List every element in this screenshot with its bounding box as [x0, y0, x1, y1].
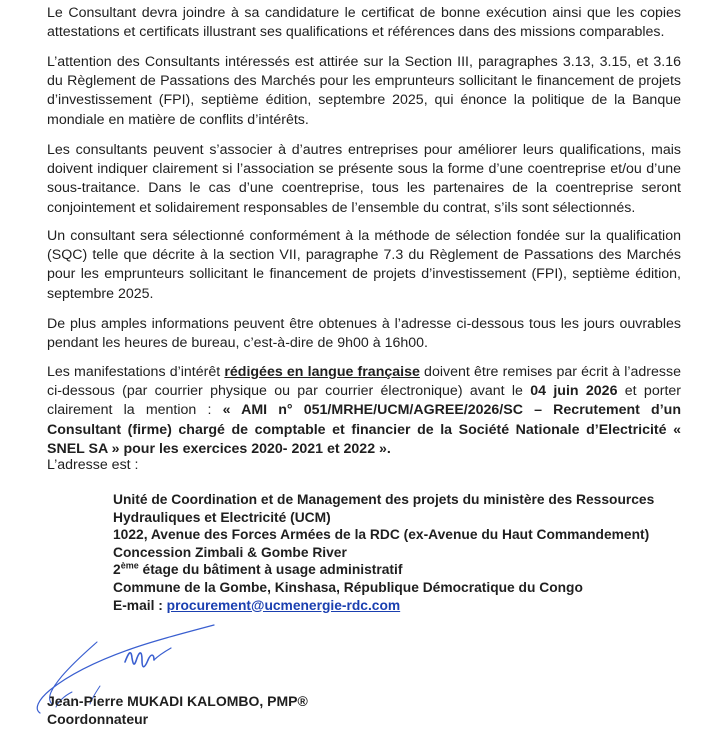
- address-block: [113, 491, 683, 614]
- signatory-title: Coordonnateur: [47, 711, 149, 727]
- paragraph-association: Les consultants peuvent s’associer à d’autres entreprises pour améliorer leurs qualifications, mais doivent indiquer clairement si l’association se présente sous la forme d’une coentreprise et/ou d’une sous-traitance. Dans le cas d’une coentreprise, tous les partenaires de la coentreprise seront conjointement et solidairement responsables de l’ensemble du contrat, s’ils sont sélectionnés.: [47, 142, 681, 216]
- address-intro: L’adresse est :: [47, 457, 139, 473]
- submission-text-1: Les manifestations d’intérêt: [47, 364, 225, 380]
- paragraph-submission: [47, 363, 681, 459]
- email-link[interactable]: procurement@ucmenergie-rdc.com: [166, 597, 401, 613]
- address-line-4: Concession Zimbali & Gombe River: [113, 544, 347, 560]
- email-label: E-mail :: [113, 597, 167, 613]
- mention-reference: « AMI n° 051/MRHE/UCM/AGREE/2026/SC – Recrutement d’un Consultant (firme) chargé de comptable et financier de la Société Nationale d’Electricité « SNEL SA » pour les exercices 2020- 2021 et 2022 ».: [47, 402, 681, 457]
- address-line-6: Commune de la Gombe, Kinshasa, République Démocratique du Congo: [113, 579, 583, 595]
- deadline-date: 04 juin 2026: [530, 383, 618, 400]
- address-line-5: [113, 561, 683, 579]
- address-line-3: 1022, Avenue des Forces Armées de la RDC (ex-Avenue du Haut Commandement): [113, 527, 650, 543]
- language-emphasis: rédigées en langue française: [224, 364, 420, 380]
- paragraph-certificate: Le Consultant devra joindre à sa candidature le certificat de bonne exécution ainsi que les copies attestations et certificats illustrant ses qualifications et références dans des missions comparables.: [47, 5, 681, 41]
- submission-text-2: doivent être remises par écrit à l’adresse ci-dessous (par courrier physique ou par courrier électronique) avant le: [47, 364, 681, 400]
- floor-description: étage du bâtiment à usage administratif: [138, 562, 403, 578]
- submission-text-3: et porter clairement la mention :: [47, 383, 681, 419]
- paragraph-conflict-of-interest: L’attention des Consultants intéressés est attirée sur la Section III, paragraphes 3.13, 3.15, et 3.16 du Règlement de Passations des Marchés pour les emprunteurs sollicitant le financement de projets d’investissement (FPI), septième édition, septembre 2025, qui énonce la politique de la Banque mondiale en matière de conflits d’intérêts.: [47, 54, 681, 128]
- paragraph-selection-method: Un consultant sera sélectionné conformément à la méthode de sélection fondée sur la qualification (SQC) telle que décrite à la section VII, paragraphe 7.3 du Règlement de Passations des Marchés pour les emprunteurs sollicitant le financement de projets d’investissement (FPI), septième édition, septembre 2025.: [47, 228, 681, 302]
- signatory-name: Jean-Pierre MUKADI KALOMBO, PMP®: [47, 693, 308, 709]
- paragraph-more-information: De plus amples informations peuvent être obtenues à l’adresse ci-dessous tous les jours ouvrables pendant les heures de bureau, c’est-à-dire de 9h00 à 16h00.: [47, 316, 681, 352]
- floor-ordinal: ème: [120, 560, 139, 571]
- address-line-1: Unité de Coordination et de Management des projets du ministère des Ressources: [113, 492, 655, 507]
- floor-number: 2: [113, 562, 121, 578]
- address-line-2: Hydrauliques et Electricité (UCM): [113, 509, 331, 525]
